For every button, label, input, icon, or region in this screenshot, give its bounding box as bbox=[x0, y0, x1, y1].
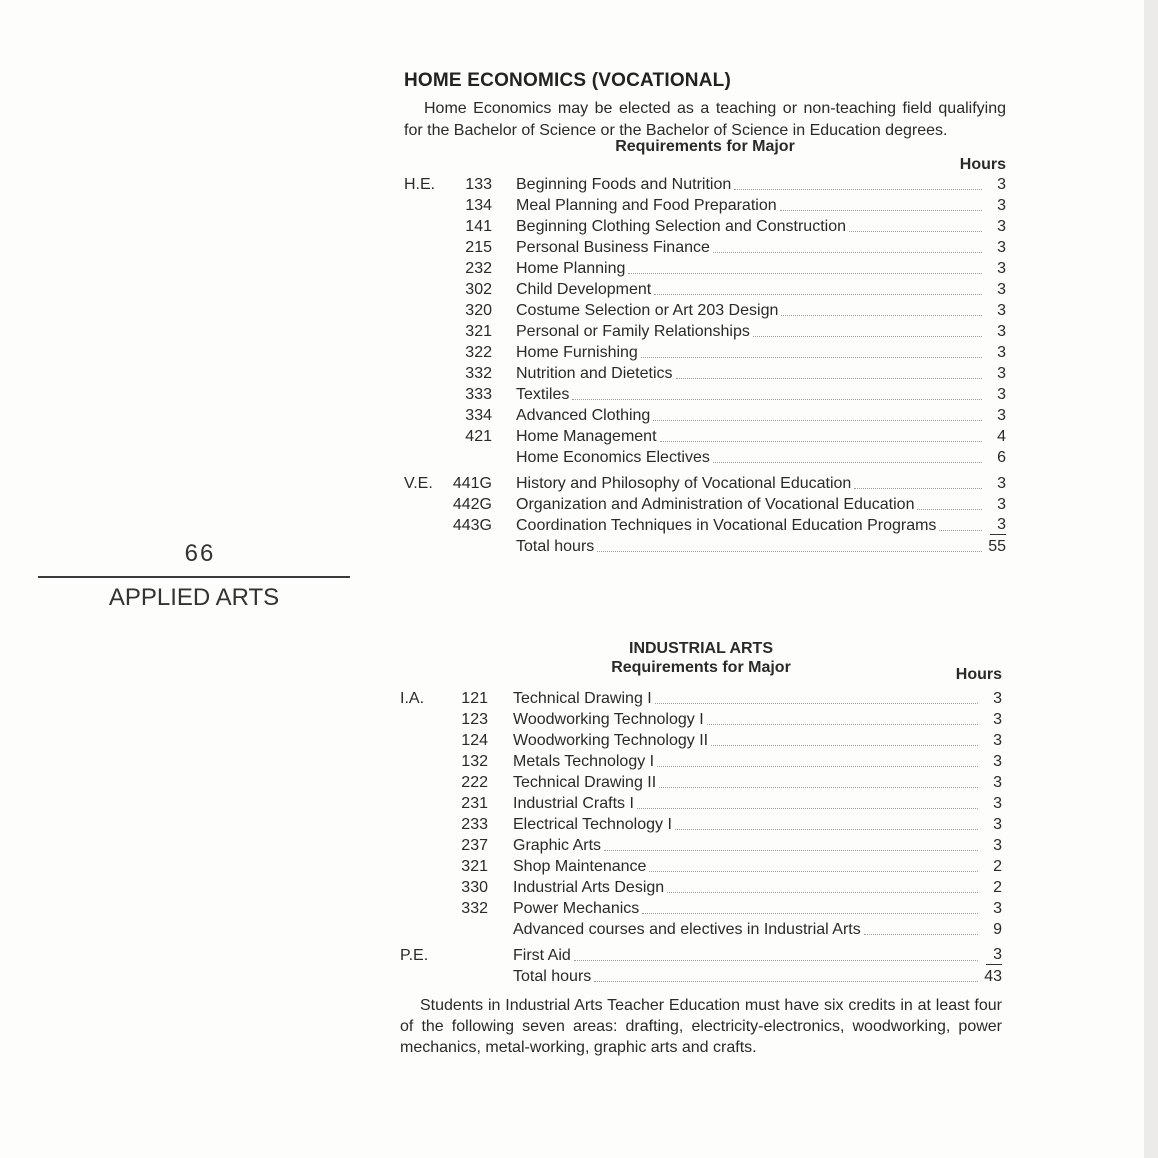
industrial-arts-section bbox=[400, 640, 1002, 1058]
course-number: 321 bbox=[461, 858, 488, 875]
course-number: 133 bbox=[465, 176, 492, 193]
course-title: Advanced Clothing bbox=[516, 407, 651, 424]
course-title: Graphic Arts bbox=[513, 837, 602, 854]
course-row bbox=[400, 877, 1002, 898]
page-number: 66 bbox=[184, 540, 216, 567]
dot-leader bbox=[864, 919, 978, 935]
course-title: Beginning Foods and Nutrition bbox=[516, 176, 732, 193]
course-row bbox=[404, 494, 1006, 515]
course-hours: 3 bbox=[997, 281, 1006, 298]
dot-leader bbox=[854, 473, 982, 489]
total-label: Total hours bbox=[513, 968, 592, 985]
course-title: Advanced courses and electives in Industrial Arts bbox=[513, 921, 861, 938]
requirements-heading: Requirements for Major bbox=[615, 138, 795, 155]
dot-leader bbox=[676, 363, 982, 379]
dot-leader bbox=[655, 688, 978, 704]
course-title: Home Planning bbox=[516, 260, 626, 277]
total-row bbox=[404, 536, 1006, 557]
course-number: 124 bbox=[461, 732, 488, 749]
requirements-heading: Requirements for Major bbox=[611, 659, 791, 676]
dot-leader bbox=[711, 730, 978, 746]
dot-leader bbox=[657, 751, 978, 767]
course-hours: 3 bbox=[997, 260, 1006, 277]
section-title: HOME ECONOMICS (VOCATIONAL) bbox=[404, 70, 731, 91]
course-row bbox=[404, 174, 1006, 195]
course-number: 231 bbox=[461, 795, 488, 812]
course-title: Metals Technology I bbox=[513, 753, 655, 770]
course-row bbox=[404, 515, 1006, 536]
course-number: 132 bbox=[461, 753, 488, 770]
dot-leader bbox=[653, 405, 982, 421]
course-number: 443G bbox=[452, 517, 492, 534]
course-row bbox=[400, 730, 1002, 751]
dot-leader bbox=[753, 321, 982, 337]
sidebar-rule bbox=[38, 576, 350, 578]
course-hours: 3 bbox=[997, 302, 1006, 319]
course-number: 322 bbox=[465, 344, 492, 361]
course-hours: 3 bbox=[993, 732, 1002, 749]
course-hours: 3 bbox=[997, 323, 1006, 340]
course-hours: 3 bbox=[993, 837, 1002, 854]
course-hours: 3 bbox=[997, 176, 1006, 193]
course-title: Costume Selection or Art 203 Design bbox=[516, 302, 779, 319]
course-hours: 3 bbox=[993, 753, 1002, 770]
course-number: 134 bbox=[465, 197, 492, 214]
dot-leader bbox=[649, 856, 978, 872]
course-title: Home Furnishing bbox=[516, 344, 638, 361]
course-number: 141 bbox=[465, 218, 492, 235]
dot-leader bbox=[660, 426, 982, 442]
course-hours: 2 bbox=[993, 858, 1002, 875]
course-hours: 3 bbox=[993, 690, 1002, 707]
course-hours: 3 bbox=[997, 218, 1006, 235]
hours-header: Hours bbox=[955, 666, 1002, 683]
course-number: 441G bbox=[452, 475, 492, 492]
course-row bbox=[404, 405, 1006, 426]
dept-code: H.E. bbox=[404, 176, 436, 193]
course-table bbox=[400, 688, 1002, 940]
course-row bbox=[400, 898, 1002, 919]
course-hours: 3 bbox=[997, 197, 1006, 214]
course-title: Home Management bbox=[516, 428, 657, 445]
dot-leader bbox=[637, 793, 978, 809]
course-title: Nutrition and Dietetics bbox=[516, 365, 673, 382]
course-row bbox=[404, 300, 1006, 321]
course-title: Child Development bbox=[516, 281, 652, 298]
dot-leader bbox=[642, 898, 978, 914]
course-number: 330 bbox=[461, 879, 488, 896]
home-economics-section bbox=[404, 70, 1006, 557]
course-table bbox=[404, 174, 1006, 468]
hours-header: Hours bbox=[959, 156, 1006, 173]
dot-leader bbox=[713, 447, 982, 463]
dot-leader bbox=[713, 237, 982, 253]
course-hours: 3 bbox=[993, 711, 1002, 728]
course-row bbox=[404, 363, 1006, 384]
dot-leader bbox=[654, 279, 982, 295]
course-row bbox=[400, 945, 1002, 966]
course-row bbox=[404, 279, 1006, 300]
course-hours: 3 bbox=[997, 386, 1006, 403]
course-hours: 2 bbox=[993, 879, 1002, 896]
course-row bbox=[404, 321, 1006, 342]
total-hours: 43 bbox=[984, 968, 1002, 985]
footer-paragraph: Students in Industrial Arts Teacher Education must have six credits in at least four of the following seven areas: drafting, electricity-electronics, woodworking, power mechanics, metal-working, graphic arts and crafts. bbox=[400, 997, 1002, 1056]
course-row bbox=[400, 856, 1002, 877]
course-hours: 3 bbox=[993, 774, 1002, 791]
course-number: 332 bbox=[465, 365, 492, 382]
course-number: 222 bbox=[461, 774, 488, 791]
dot-leader bbox=[572, 384, 982, 400]
section-title: INDUSTRIAL ARTS bbox=[629, 640, 773, 657]
course-number: 333 bbox=[465, 386, 492, 403]
dot-leader bbox=[780, 195, 982, 211]
course-title: Electrical Technology I bbox=[513, 816, 672, 833]
course-hours: 3 bbox=[997, 344, 1006, 361]
course-hours: 3 bbox=[997, 475, 1006, 492]
course-row bbox=[404, 384, 1006, 405]
course-row bbox=[400, 919, 1002, 940]
course-number: 232 bbox=[465, 260, 492, 277]
dot-leader bbox=[641, 342, 982, 358]
course-hours: 4 bbox=[997, 428, 1006, 445]
course-hours: 3 bbox=[993, 795, 1002, 812]
course-row bbox=[404, 195, 1006, 216]
course-row bbox=[404, 216, 1006, 237]
dot-leader bbox=[849, 216, 982, 232]
dot-leader bbox=[604, 835, 978, 851]
course-title: Technical Drawing II bbox=[513, 774, 657, 791]
total-label: Total hours bbox=[516, 538, 595, 555]
course-title: Personal or Family Relationships bbox=[516, 323, 750, 340]
course-number: 237 bbox=[461, 837, 488, 854]
course-title: Meal Planning and Food Preparation bbox=[516, 197, 777, 214]
course-hours: 6 bbox=[997, 449, 1006, 466]
course-number: 332 bbox=[461, 900, 488, 917]
course-number: 302 bbox=[465, 281, 492, 298]
course-row bbox=[404, 473, 1006, 494]
pe-course-table bbox=[400, 945, 1002, 966]
dot-leader bbox=[939, 515, 982, 531]
dot-leader bbox=[917, 494, 982, 510]
course-title: Technical Drawing I bbox=[513, 690, 652, 707]
course-title: Home Economics Electives bbox=[516, 449, 710, 466]
course-number: 121 bbox=[461, 690, 488, 707]
course-hours: 3 bbox=[997, 496, 1006, 513]
course-title: Organization and Administration of Vocational Education bbox=[516, 496, 915, 513]
course-title: Shop Maintenance bbox=[513, 858, 647, 875]
course-number: 215 bbox=[465, 239, 492, 256]
total-row bbox=[400, 966, 1002, 987]
course-row bbox=[404, 447, 1006, 468]
course-title: Coordination Techniques in Vocational Education Programs bbox=[516, 517, 937, 534]
course-title: Personal Business Finance bbox=[516, 239, 710, 256]
course-title: Power Mechanics bbox=[513, 900, 640, 917]
page-edge-shadow bbox=[1144, 0, 1158, 1158]
course-number: 321 bbox=[465, 323, 492, 340]
course-row bbox=[404, 258, 1006, 279]
course-number: 421 bbox=[465, 428, 492, 445]
course-row bbox=[400, 814, 1002, 835]
course-hours: 3 bbox=[993, 900, 1002, 917]
course-title: Industrial Arts Design bbox=[513, 879, 665, 896]
course-title: First Aid bbox=[513, 947, 571, 964]
course-title: History and Philosophy of Vocational Education bbox=[516, 475, 852, 492]
course-title: Woodworking Technology I bbox=[513, 711, 704, 728]
course-hours: 3 bbox=[993, 816, 1002, 833]
ve-course-table bbox=[404, 473, 1006, 536]
course-row bbox=[400, 793, 1002, 814]
sidebar bbox=[38, 540, 350, 612]
dot-leader bbox=[659, 772, 978, 788]
course-row bbox=[400, 772, 1002, 793]
dot-leader bbox=[675, 814, 978, 830]
course-row bbox=[400, 751, 1002, 772]
dot-leader bbox=[574, 945, 978, 961]
course-number: 123 bbox=[461, 711, 488, 728]
course-row bbox=[404, 237, 1006, 258]
dept-code: I.A. bbox=[400, 690, 425, 707]
dot-leader bbox=[781, 300, 982, 316]
dept-code: V.E. bbox=[404, 475, 433, 492]
dept-code: P.E. bbox=[400, 947, 429, 964]
course-number: 233 bbox=[461, 816, 488, 833]
course-number: 320 bbox=[465, 302, 492, 319]
total-hours: 55 bbox=[988, 538, 1006, 555]
section-label: APPLIED ARTS bbox=[108, 584, 280, 611]
course-title: Beginning Clothing Selection and Construction bbox=[516, 218, 846, 235]
course-number: 442G bbox=[452, 496, 492, 513]
course-row bbox=[400, 688, 1002, 709]
course-hours: 3 bbox=[997, 239, 1006, 256]
course-row bbox=[400, 709, 1002, 730]
course-hours: 9 bbox=[993, 921, 1002, 938]
course-row bbox=[400, 835, 1002, 856]
course-title: Woodworking Technology II bbox=[513, 732, 709, 749]
course-hours: 3 bbox=[986, 945, 1002, 965]
course-number: 334 bbox=[465, 407, 492, 424]
course-row bbox=[404, 426, 1006, 447]
dot-leader bbox=[707, 709, 978, 725]
intro-paragraph: Home Economics may be elected as a teaching or non-teaching field qualifying for the Bachelor of Science or the Bachelor of Science in Education degrees. bbox=[404, 100, 1006, 139]
course-hours: 3 bbox=[997, 365, 1006, 382]
dot-leader bbox=[667, 877, 978, 893]
dot-leader bbox=[628, 258, 982, 274]
course-hours: 3 bbox=[997, 407, 1006, 424]
course-title: Textiles bbox=[516, 386, 570, 403]
course-title: Industrial Crafts I bbox=[513, 795, 634, 812]
course-hours: 3 bbox=[990, 515, 1006, 535]
course-row bbox=[404, 342, 1006, 363]
dot-leader bbox=[734, 174, 982, 190]
